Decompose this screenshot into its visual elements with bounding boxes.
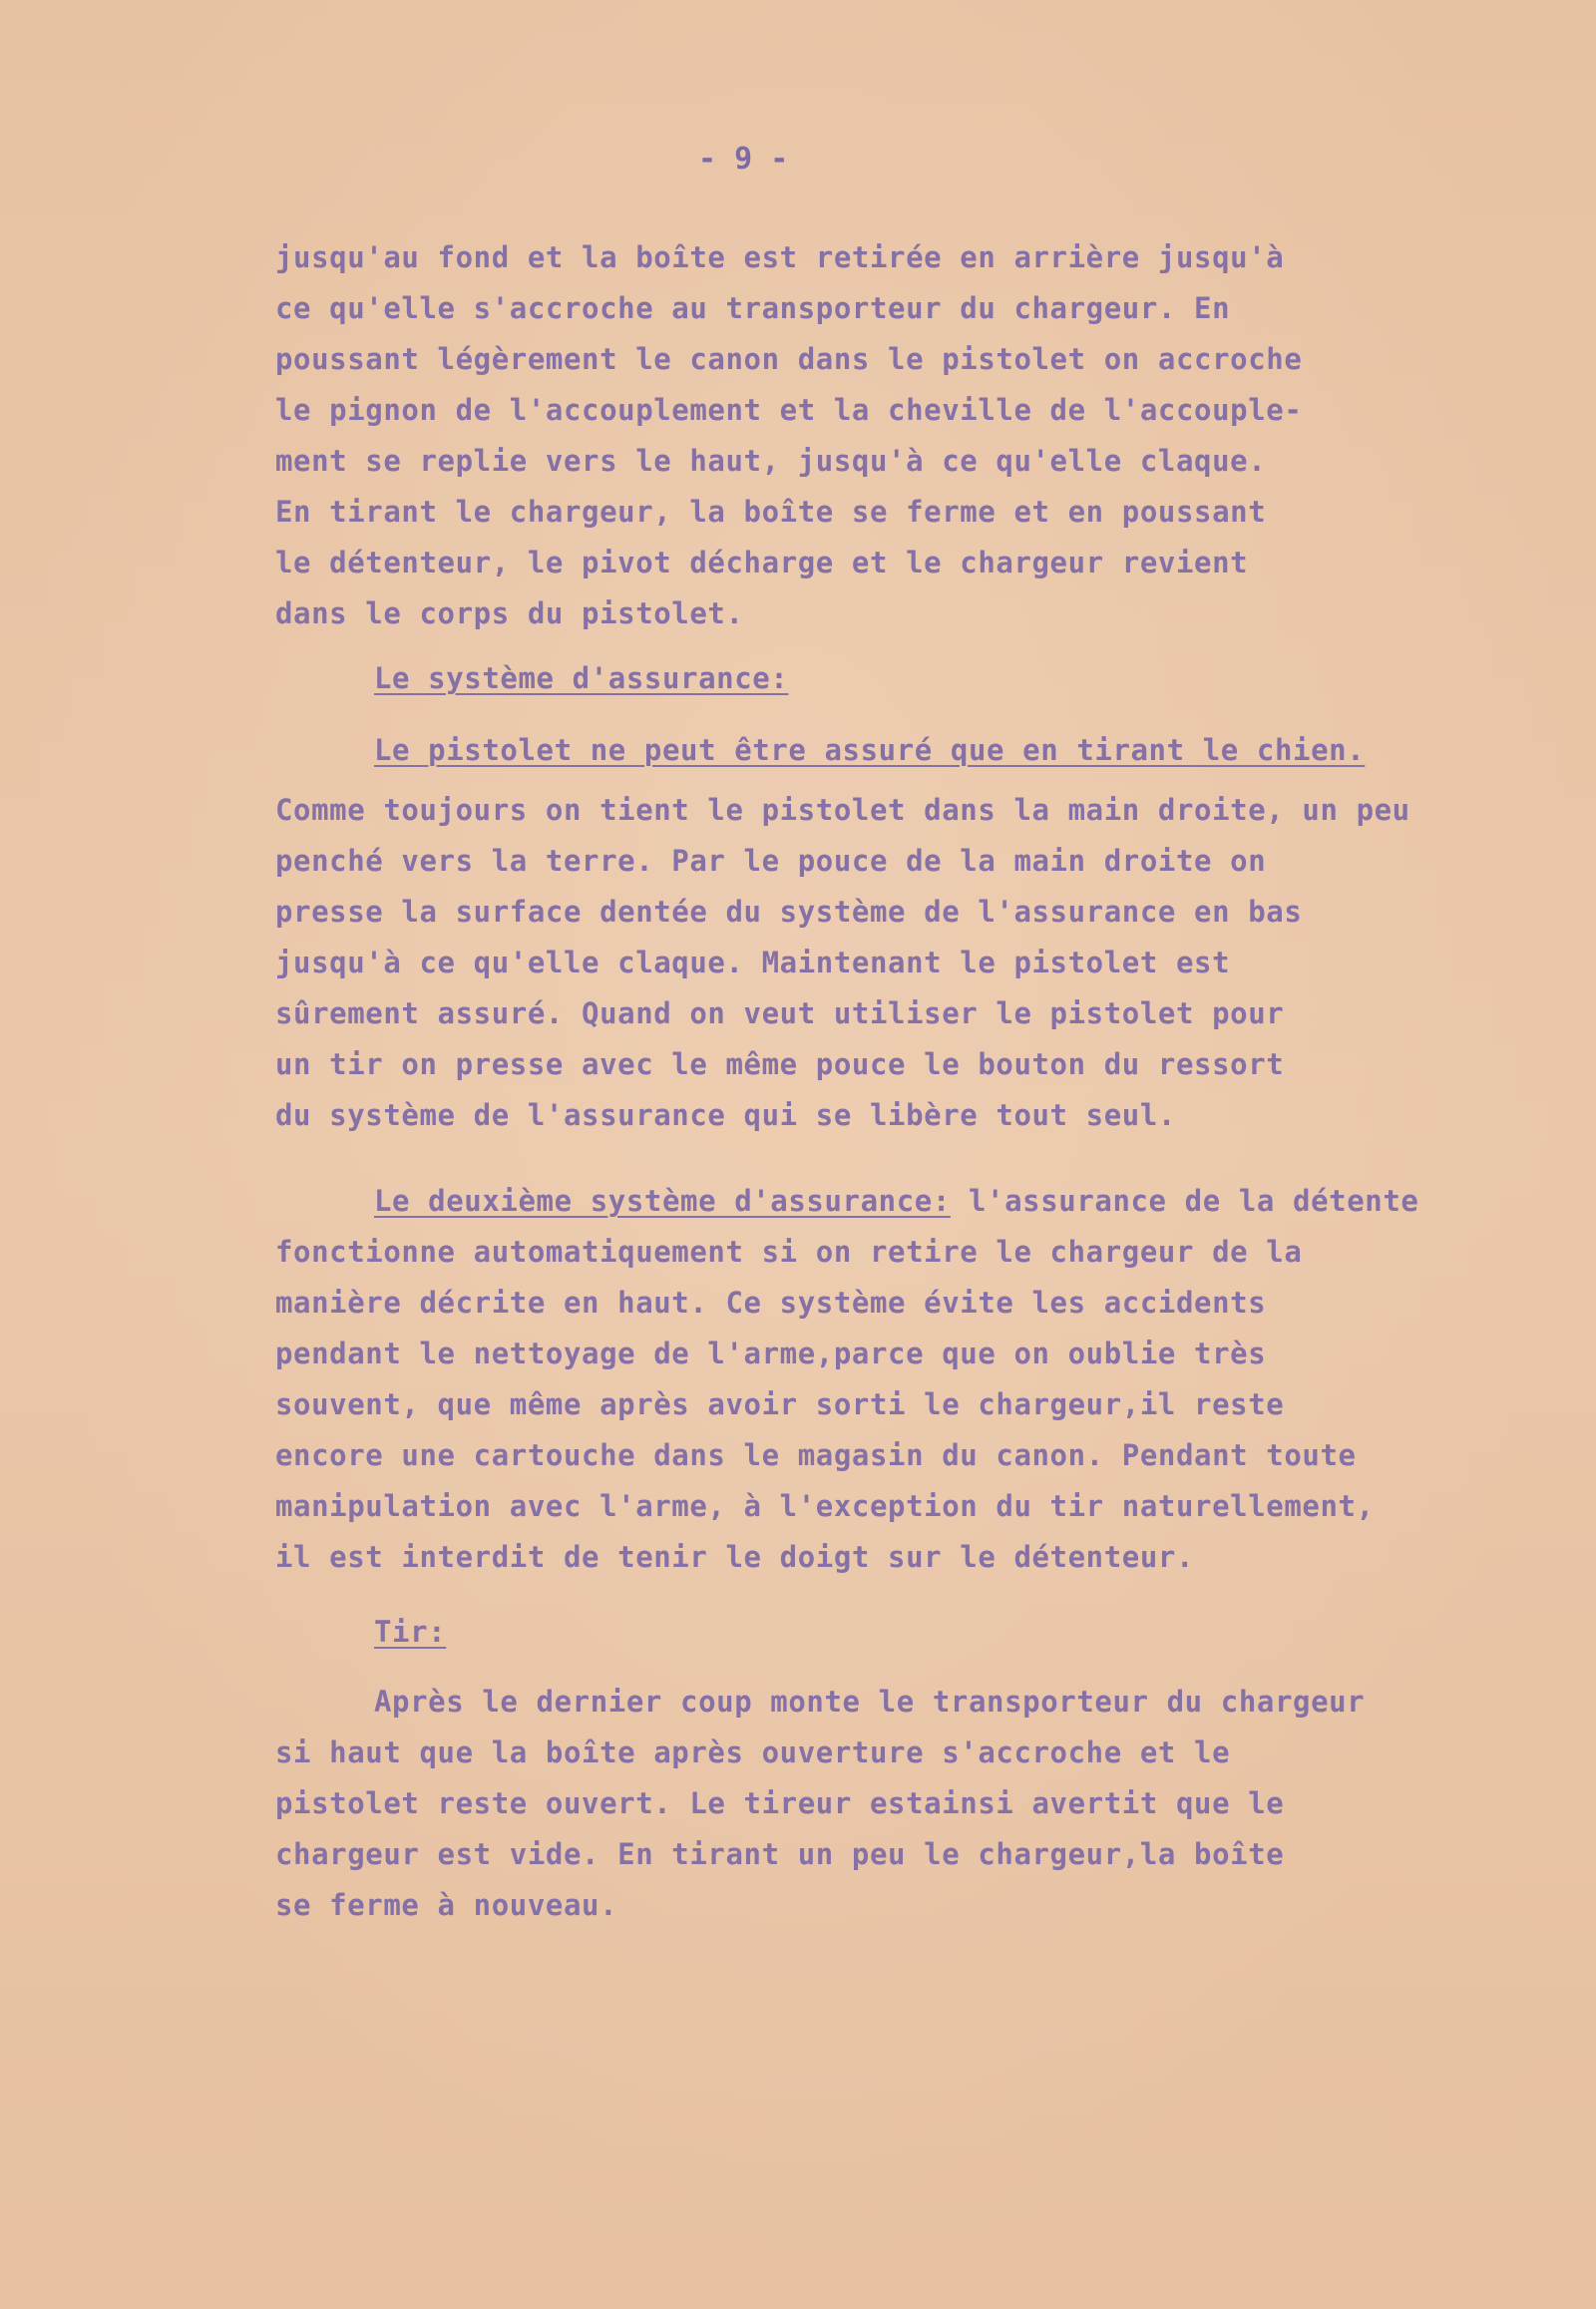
- para2-line-4: jusqu'à ce qu'elle claque. Maintenant le pistolet est: [275, 946, 1231, 979]
- section-subheading-pistolet: Le pistolet ne peut être assuré que en tirant le chien.: [374, 733, 1366, 767]
- para3-line-8: il est interdit de tenir le doigt sur le détenteur.: [275, 1540, 1195, 1574]
- para4-line-3: pistolet reste ouvert. Le tireur estainsi avertit que le: [275, 1786, 1285, 1820]
- para1-line-4: le pignon de l'accouplement et la cheville de l'accouple-: [275, 393, 1303, 427]
- para4-line-2: si haut que la boîte après ouverture s'accroche et le: [275, 1735, 1231, 1769]
- para3-line-2: fonctionne automatiquement si on retire le chargeur de la: [275, 1235, 1303, 1269]
- second-safety-heading: Le deuxième système d'assurance:: [374, 1184, 951, 1218]
- para1-line-2: ce qu'elle s'accroche au transporteur du chargeur. En: [275, 291, 1231, 325]
- para1-line-8: dans le corps du pistolet.: [275, 596, 744, 630]
- para1-line-3: poussant légèrement le canon dans le pistolet on accroche: [275, 342, 1303, 376]
- para3-line-6: encore une cartouche dans le magasin du canon. Pendant toute: [275, 1438, 1357, 1472]
- section-heading-assurance: Le système d'assurance:: [374, 661, 789, 695]
- para2-line-3: presse la surface dentée du système de l'assurance en bas: [275, 895, 1303, 929]
- para1-line-5: ment se replie vers le haut, jusqu'à ce qu'elle claque.: [275, 444, 1267, 478]
- para2-line-2: penché vers la terre. Par le pouce de la main droite on: [275, 844, 1267, 878]
- para3-line-4: pendant le nettoyage de l'arme,parce que on oublie très: [275, 1337, 1267, 1370]
- para2-line-1: Comme toujours on tient le pistolet dans la main droite, un peu: [275, 793, 1410, 827]
- para1-line-7: le détenteur, le pivot décharge et le chargeur revient: [275, 546, 1249, 579]
- para3-line-1: [374, 1183, 1418, 1219]
- para2-line-5: sûrement assuré. Quand on veut utiliser le pistolet pour: [275, 996, 1285, 1030]
- para2-line-6: un tir on presse avec le même pouce le bouton du ressort: [275, 1047, 1285, 1081]
- para1-line-1: jusqu'au fond et la boîte est retirée en arrière jusqu'à: [275, 240, 1285, 274]
- para4-line-1: Après le dernier coup monte le transporteur du chargeur: [374, 1685, 1366, 1719]
- section-heading-tir: Tir:: [374, 1615, 447, 1649]
- para4-line-5: se ferme à nouveau.: [275, 1888, 618, 1922]
- para3-line-3: manière décrite en haut. Ce système évite les accidents: [275, 1286, 1267, 1320]
- para3-line-5: souvent, que même après avoir sorti le chargeur,il reste: [275, 1387, 1285, 1421]
- para4-line-4: chargeur est vide. En tirant un peu le chargeur,la boîte: [275, 1837, 1285, 1871]
- para1-line-6: En tirant le chargeur, la boîte se ferme et en poussant: [275, 495, 1267, 529]
- page-number: - 9 -: [698, 142, 789, 177]
- para3-line-1-rest: l'assurance de la détente: [950, 1184, 1419, 1218]
- para2-line-7: du système de l'assurance qui se libère tout seul.: [275, 1098, 1176, 1132]
- para3-line-7: manipulation avec l'arme, à l'exception du tir naturellement,: [275, 1489, 1375, 1523]
